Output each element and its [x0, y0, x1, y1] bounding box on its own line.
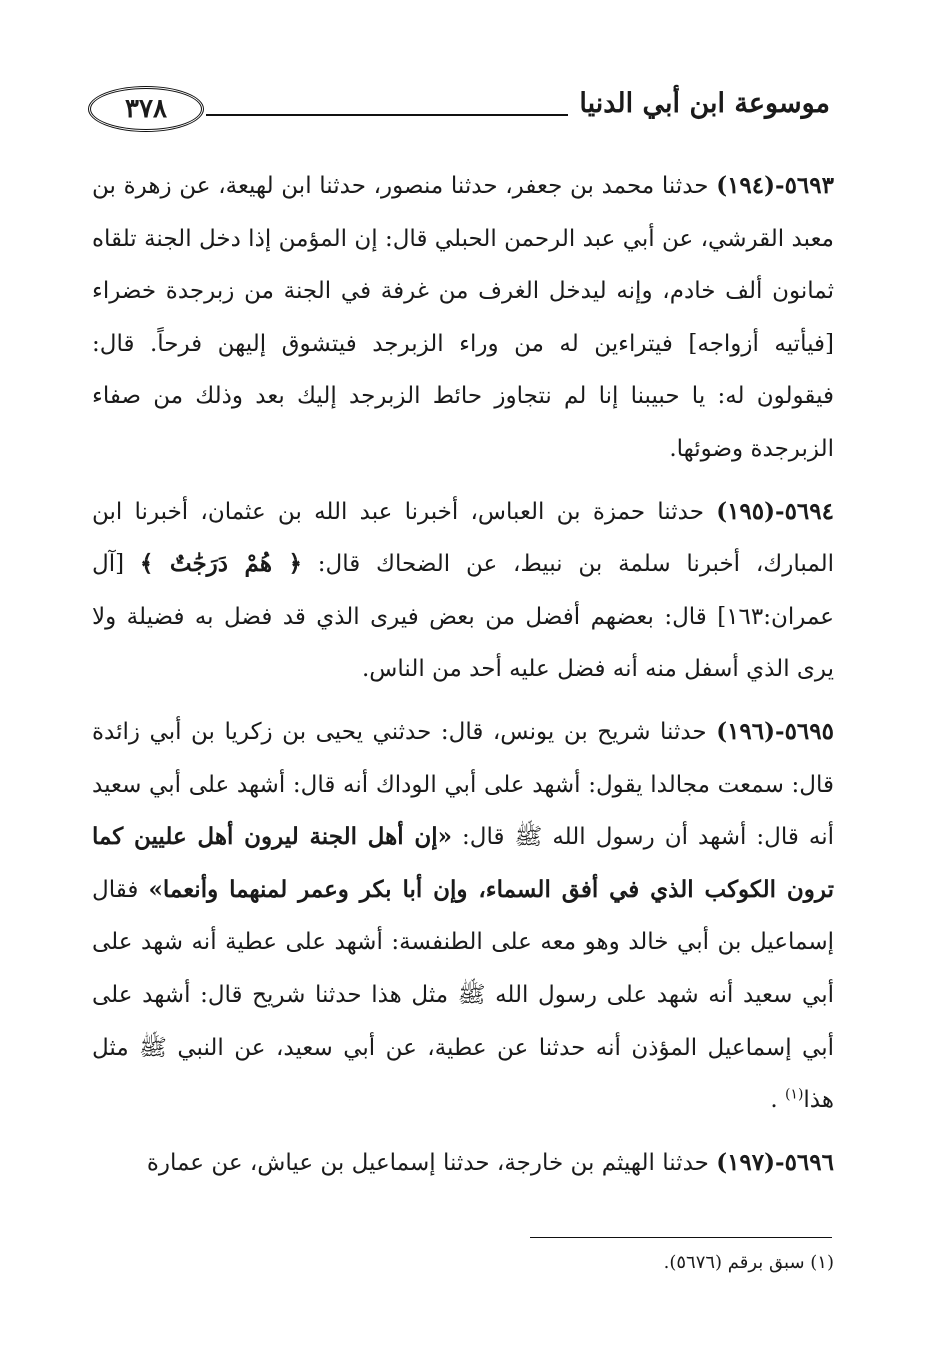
- paragraph-text: حدثنا الهيثم بن خارجة، حدثنا إسماعيل بن عياش، عن عمارة: [146, 1149, 717, 1176]
- hadith-paragraph: [92, 706, 834, 1127]
- hadith-number: ٥٦٩٥-(١٩٦): [716, 717, 834, 745]
- hadith-number: ٥٦٩٣-(١٩٤): [716, 172, 834, 199]
- page-body: [92, 160, 834, 1199]
- footnote-rule: [530, 1237, 832, 1238]
- hadith-paragraph: [92, 160, 834, 476]
- paragraph-text: فقال إسماعيل بن أبي خالد وهو معه على الطنفسة: أشهد على عطية أنه شهد على أبي سعيد أنه شهد على رسول الله ﷺ مثل هذا حدثنا شريح قال: أشهد على أبي إسماعيل المؤذن أنه حدثنا عن عطية، عن أبي سعيد، عن النبي ﷺ مثل هذا: [92, 876, 834, 1114]
- prophetic-quote: «إن أهل الجنة ليرون أهل عليين كما ترون الكوكب الذي في أفق السماء، وإن أبا بكر وعمر لمنهما وأنعما»: [92, 823, 834, 903]
- page-header: [88, 86, 834, 146]
- book-title: موسوعة ابن أبي الدنيا: [579, 88, 830, 119]
- page-number: ٣٧٨: [88, 86, 204, 132]
- paragraph-text: حدثنا محمد بن جعفر، حدثنا منصور، حدثنا ابن لهيعة، عن زهرة بن معبد القرشي، عن أبي عبد الرحمن الحبلي قال: إن المؤمن إذا دخل الجنة تلقاه ثمانون ألف خادم، وإنه ليدخل الغرف من غرفة في الجنة من زبرجدة خضراء [فيأتيه أزواجه] فيتراءين له من وراء الزبرجد فيتشوق إليهن فرحاً. قال: فيقولون له: يا حبيبنا إنا لم نتجاوز حائط الزبرجد إليك بعد وذلك من صفاء الزبرجدة وضوئها.: [92, 173, 834, 462]
- quran-verse: ﴿ هُمْ دَرَجَٰتٌ ﴾: [139, 550, 302, 578]
- hadith-number: ٥٦٩٤-(١٩٥): [716, 497, 834, 525]
- paragraph-text: [آل عمران:١٦٣] قال: بعضهم أفضل من بعض فيرى الذي قد فضل به فضيلة ولا يرى الذي أسفل منه أنه فضل عليه أحد من الناس.: [92, 551, 834, 683]
- footnote: (١) سبق برقم (٥٦٧٦).: [663, 1252, 834, 1273]
- paragraph-text: .: [770, 1087, 785, 1114]
- header-rule: [206, 114, 568, 116]
- paragraph-text: حدثنا حمزة بن العباس، أخبرنا عبد الله بن عثمان، أخبرنا ابن المبارك، أخبرنا سلمة بن نبيط، عن الضحاك قال:: [92, 498, 835, 578]
- hadith-number: ٥٦٩٦-(١٩٧): [716, 1148, 834, 1176]
- footnote-reference[interactable]: (١): [784, 1086, 804, 1103]
- hadith-paragraph: [92, 486, 834, 696]
- paragraph-text: حدثنا شريح بن يونس، قال: حدثني يحيى بن زكريا بن أبي زائدة قال: سمعت مجالدا يقول: أشهد على أبي الوداك أنه قال: أشهد على أبي سعيد أنه قال: أشهد أن رسول الله ﷺ قال:: [92, 718, 834, 851]
- hadith-paragraph: [92, 1137, 834, 1190]
